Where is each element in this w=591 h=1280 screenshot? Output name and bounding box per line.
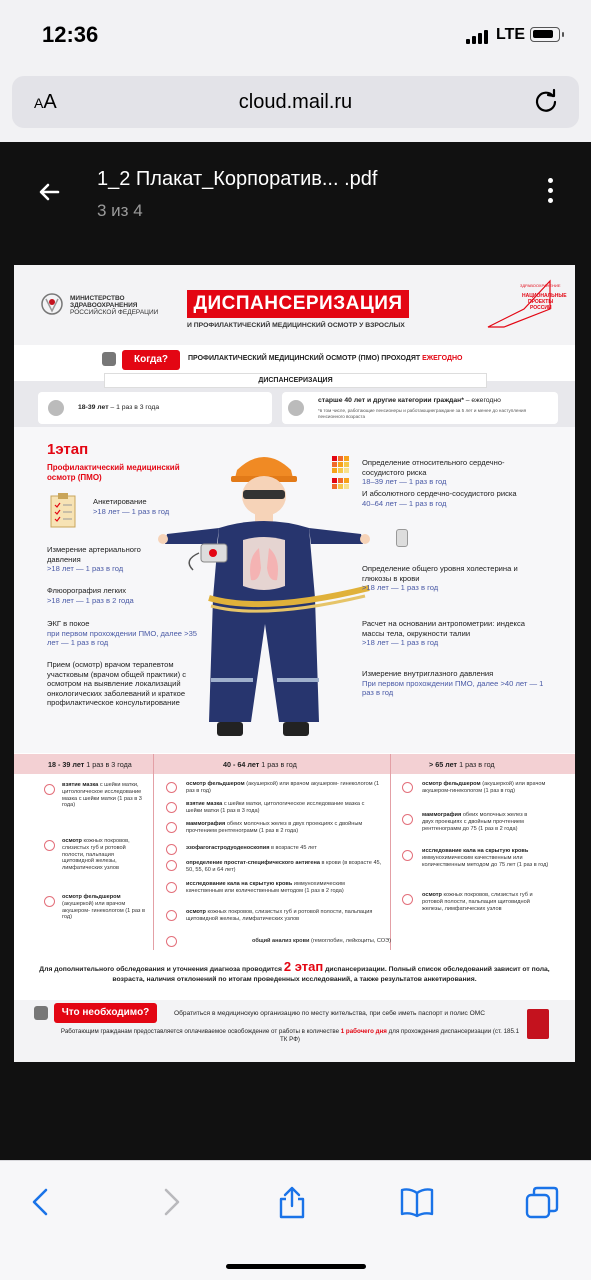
pdf-viewer [0, 142, 591, 1160]
when-label: Когда? [122, 350, 180, 370]
test-icon [166, 782, 177, 793]
right-item-anthropometry: Расчет на основании антропометрии: индекса массы тела, окружности талии >18 лет — 1 раз в год [362, 619, 525, 647]
ministry-line-2: ЗДРАВООХРАНЕНИЯ [70, 302, 138, 309]
svg-text:ЗДРАВООХРАНЕНИЕ: ЗДРАВООХРАНЕНИЕ [520, 283, 561, 288]
network-label: LTE [496, 26, 526, 43]
left-item-pressure: Измерение артериального давления >18 лет — 1 раз в год [47, 545, 141, 573]
test-icon [402, 814, 413, 825]
test-icon [402, 894, 413, 905]
age-card-40-plus: старше 40 лет и другие категории граждан* – ежегодно *в том числе, работающие пенсионеры и работающиеграждане за 5 лет и менее до наступления пенсионного возраста [282, 392, 558, 424]
status-time: 12:36 [42, 22, 99, 47]
table-cell: осмотр фельдшером (акушеркой) или врачом акушером- гинекологом (1 раз в год) [186, 781, 380, 794]
stage-1-title: 1этап [47, 441, 89, 458]
age-note: *в том числе, работающие пенсионеры и работающиеграждане за 5 лет и менее до наступления пенсионного возраста [318, 408, 527, 419]
svg-text:НАЦИОНАЛЬНЫЕ: НАЦИОНАЛЬНЫЕ [522, 293, 567, 299]
forward-icon[interactable] [152, 1185, 188, 1219]
back-arrow-icon[interactable] [32, 174, 68, 210]
reload-icon[interactable] [533, 88, 559, 114]
pdf-page [14, 265, 575, 1062]
when-text: ПРОФИЛАКТИЧЕСКИЙ МЕДИЦИНСКИЙ ОСМОТР (ПМО) ПРОХОДЯТ ЕЖЕГОДНО [188, 355, 463, 362]
test-icon [402, 782, 413, 793]
address-bar[interactable] [12, 76, 579, 128]
table-cell: взятие мазка с шейки матки, цитологическое исследование мазка с шейки матки (1 раз в 3 года) [186, 801, 365, 814]
document-icon [34, 1006, 48, 1020]
elder-person-icon [288, 400, 304, 416]
col-header-18-39: 18 - 39 лет 1 раз в 3 года [48, 760, 132, 769]
table-cell: осмотр фельдшером (акушеркой) или врачом акушером-гинекологом (1 раз в год) [422, 781, 546, 794]
table-cell: эзофагогастродуоденоскопия в возрасте 45 лет [186, 845, 317, 851]
ministry-line-1: МИНИСТЕРСТВО [70, 295, 125, 302]
more-options-icon[interactable] [542, 178, 558, 208]
tabs-icon[interactable] [524, 1185, 560, 1219]
bookmarks-icon[interactable] [399, 1185, 435, 1219]
blood-test-icon [166, 936, 177, 947]
signal-icon [466, 30, 488, 44]
ministry-logo [40, 291, 180, 319]
age-card-18-39: 18-39 лет – 1 раз в 3 года [38, 392, 272, 424]
left-item-ecg: ЭКГ в покое при первом прохождении ПМО, далее >35 лет — 1 раз в год [47, 619, 198, 647]
blood-test: общий анализ крови (гемоглобин, лейкоциты, СОЭ) [252, 938, 392, 944]
clipboard-icon [50, 492, 76, 528]
test-icon [166, 860, 177, 871]
url-text[interactable]: cloud.mail.ru [238, 91, 353, 113]
pmo-title: Профилактический медицинский осмотр (ПМО) [47, 463, 180, 482]
table-cell: исследование кала на скрытую кровь иммунохимическим качественным или количественным методом (1 раз в 2 года) [186, 881, 345, 894]
table-cell: определение простат-специфического антигена в крови (в возрасте 45, 50, 55, 60 и 64 лет) [186, 860, 382, 873]
left-item-fluorography: Флюорография легких >18 лет — 1 раз в 2 года [47, 586, 134, 605]
browser-toolbar [0, 1160, 591, 1280]
test-icon [166, 910, 177, 921]
browser-address-area [0, 70, 591, 142]
ministry-line-3: РОССИЙСКОЙ ФЕДЕРАЦИИ [70, 309, 159, 316]
test-icon [166, 822, 177, 833]
back-icon[interactable] [24, 1185, 60, 1219]
table-cell: исследование кала на скрытую кровь иммунохимическим качественным или количественным методом до 75 лет (1 раз в год) [422, 848, 549, 868]
text-size-button[interactable]: AA [34, 91, 57, 113]
home-indicator [226, 1264, 366, 1269]
test-icon [166, 802, 177, 813]
table-cell: маммография обеих молочных желез в двух проекциях с двойным прочтением рентгенограмм (1 раз в 2 года) [186, 821, 363, 834]
battery-icon [530, 27, 560, 42]
poster-subtitle: И ПРОФИЛАКТИЧЕСКИЙ МЕДИЦИНСКИЙ ОСМОТР У ВЗРОСЛЫХ [187, 322, 405, 329]
table-cell: осмотр кожных покровов, слизистых губ и ротовой полости, пальпация щитовидной железы, лимфатических узлов [62, 838, 130, 872]
share-icon[interactable] [274, 1185, 310, 1219]
test-icon [44, 840, 55, 851]
test-icon [166, 844, 177, 855]
col-header-65-plus: > 65 лет 1 раз в год [429, 760, 495, 769]
table-cell: взятие мазка с шейки матки, цитологическое исследование мазка с шейки матки (1 раз в 3 года) [62, 782, 142, 809]
right-item-relative-risk: Определение относительного сердечно-сосудистого риска 18–39 лет — 1 раз в год [362, 458, 505, 486]
national-projects-logo [484, 279, 567, 329]
passport-icon [527, 1009, 549, 1039]
svg-text:ПРОЕКТЫ: ПРОЕКТЫ [528, 299, 554, 305]
table-cell: осмотр кожных покровов, слизистых губ и ротовой полости, пальпация щитовидной железы, лимфатических узлов [422, 892, 533, 912]
calendar-icon [102, 352, 116, 366]
work-release-text: Работающим гражданам предоставляется оплачиваемое освобождение от работы в количестве 1 рабочего дня для прохождения диспансеризации (ст. 185.1 ТК РФ) [60, 1028, 520, 1043]
test-icon [44, 896, 55, 907]
left-item-therapist: Прием (осмотр) врачом терапевтом участковым (врачом общей практики) с осмотром на выявление локализаций онкологических заболеваний и краткое профилактическое консультирование [47, 660, 187, 707]
person-icon [48, 400, 64, 416]
requirements-section [14, 1000, 575, 1062]
requirements-label: Что необходимо? [54, 1003, 157, 1023]
poster-title: ДИСПАНСЕРИЗАЦИЯ [187, 290, 409, 318]
stage-2-note: Для дополнительного обследования и уточнения диагноза проводится 2 этап диспансеризации. Полный список обследований зависит от пола, возраста, наличия отклонений по итогам проведенных исследований, а также результатов анкетирования. [14, 960, 575, 996]
col-header-40-64: 40 - 64 лет 1 раз в год [223, 760, 297, 769]
glucometer-icon [396, 529, 408, 547]
file-name: 1_2 Плакат_Корпоратив... .pdf [97, 168, 378, 190]
test-icon [402, 850, 413, 861]
table-cell: маммография обеих молочных желез в двух проекциях с двойным прочтением рентгенограмм до 75 (1 раз в 2 года) [422, 812, 528, 832]
exam-table-header [14, 754, 575, 774]
table-cell: осмотр кожных покровов, слизистых губ и ротовой полости, пальпация щитовидной железы, лимфатических узлов [186, 909, 373, 922]
dispanserization-label: ДИСПАНСЕРИЗАЦИЯ [104, 373, 487, 388]
poster-header [14, 265, 575, 345]
table-cell: осмотр фельдшером (акушеркой) или врачом акушером- гинекологом (1 раз в год) [62, 894, 146, 921]
risk-grid-icon [332, 456, 354, 496]
page-indicator: 3 из 4 [97, 201, 143, 220]
ministry-emblem-icon [40, 291, 64, 319]
right-item-eye-pressure: Измерение внутриглазного давления При первом прохождении ПМО, далее >40 лет — 1 раз в год [362, 669, 544, 697]
status-bar [0, 0, 591, 70]
test-icon [44, 784, 55, 795]
exam-table [14, 754, 575, 950]
left-item-survey: Анкетирование >18 лет — 1 раз в год [93, 497, 170, 516]
svg-text:РОССИИ: РОССИИ [530, 305, 552, 311]
test-icon [166, 882, 177, 893]
requirements-text: Обратиться в медицинскую организацию по месту жительства, при себе иметь паспорт и полис ОМС [174, 1010, 486, 1017]
right-item-cholesterol: Определение общего уровня холестерина и глюкозы в крови >18 лет — 1 раз в год [362, 564, 518, 592]
right-item-absolute-risk: И абсолютного сердечно-сосудистого риска 40–64 лет — 1 раз в год [362, 489, 517, 508]
